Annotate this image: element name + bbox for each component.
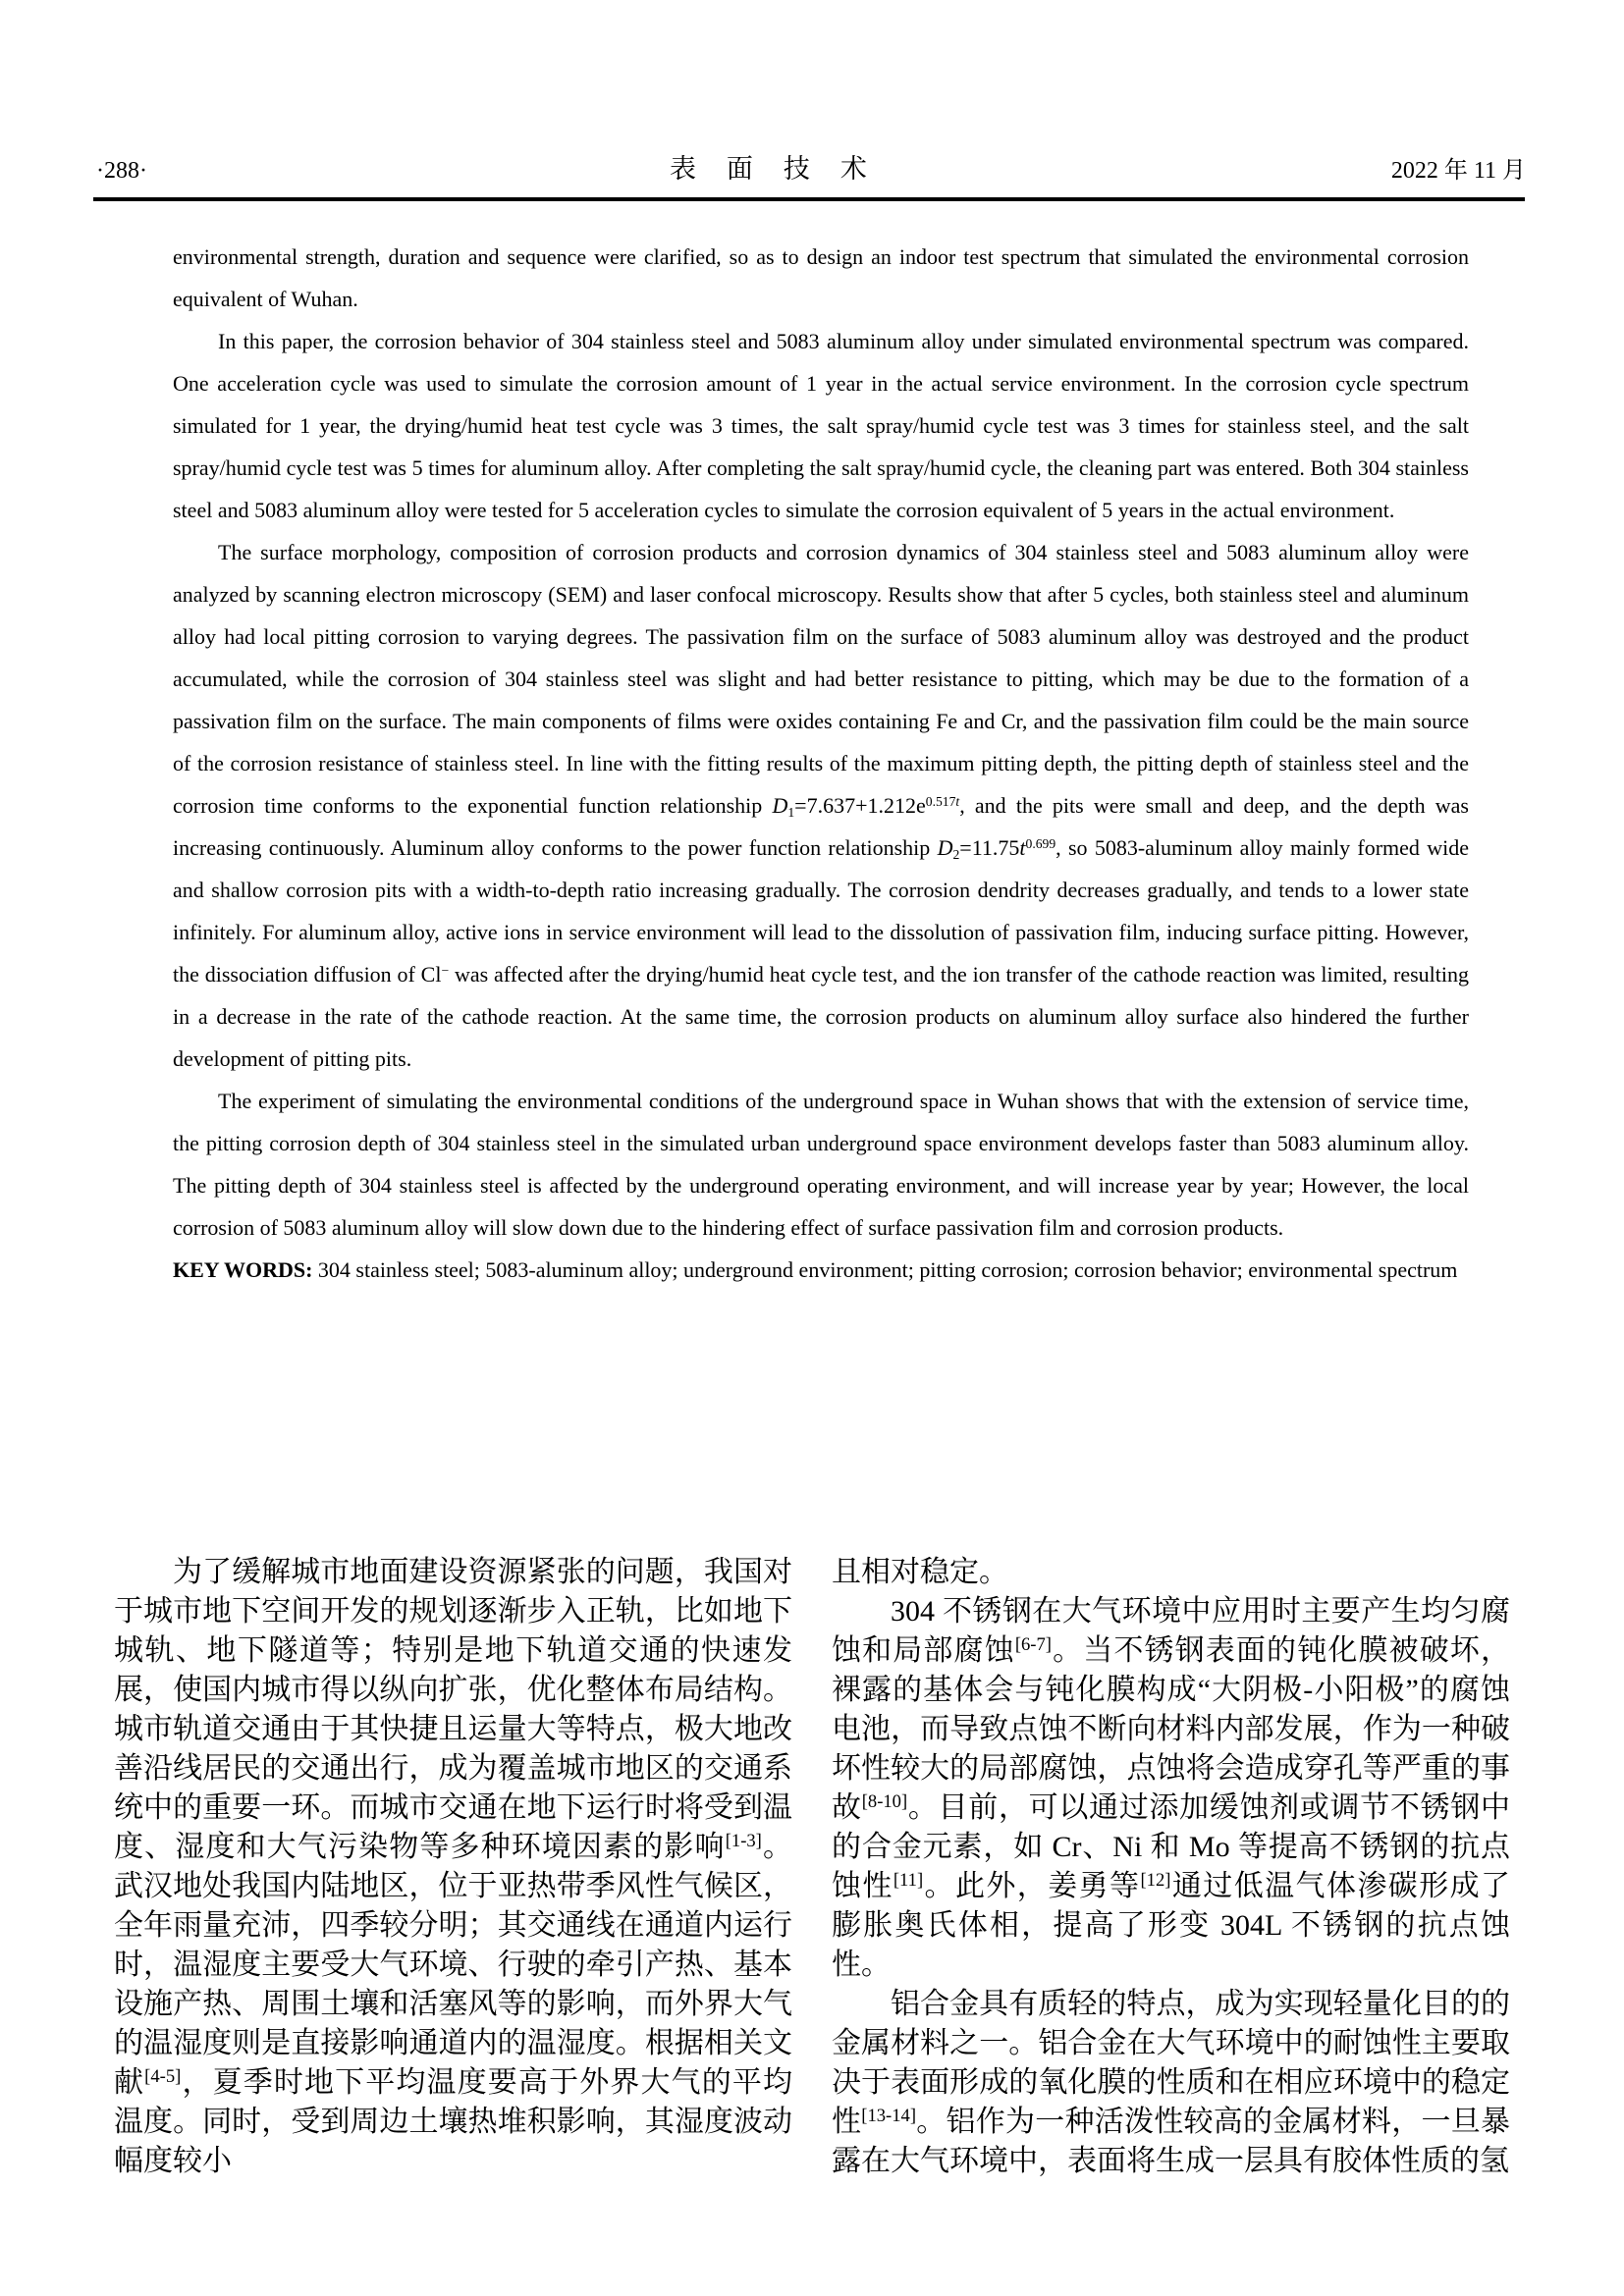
abstract-paragraph-conclusion <box>173 1080 1469 1249</box>
text-segment: ，夏季时地下平均温度要高于外界大气的平均温度。同时，受到周边土壤热堆积影响，其湿度波动幅度较小 <box>114 2066 793 2177</box>
abstract-paragraph-results <box>173 531 1469 1080</box>
text-segment: [1-3] <box>725 1830 762 1851</box>
intro-paragraph-2 <box>832 1592 1510 1985</box>
text-segment: D <box>772 793 788 818</box>
text-segment: 通过低温气体渗碳形成了膨胀奥氏体相，提高了形变 304L 不锈钢的抗点蚀性。 <box>832 1870 1511 1981</box>
text-segment: [11] <box>893 1869 924 1891</box>
keywords-paragraph <box>173 1249 1469 1291</box>
header-rule <box>93 197 1525 201</box>
text-segment: The experiment of simulating the environmental conditions of the underground space in Wuhan shows that with the extension of service time, the pitting corrosion depth of 304 stainless steel in the simulated urban underground space environment develops faster than 5083 aluminum alloy. The pitting depth of 304 stainless steel is affected by the underground operating environment, and will increase year by year; However, the local corrosion of 5083 aluminum alloy will slow down due to the hindering effect of surface passivation film and corrosion products. <box>173 1089 1469 1240</box>
text-segment: environmental strength, duration and sequence were clarified, so as to design an indoor test spectrum that simulated the environmental corrosion equivalent of Wuhan. <box>173 244 1469 311</box>
text-segment: [4-5] <box>144 2065 182 2087</box>
text-segment: 0.517 <box>925 793 956 809</box>
text-segment: =7.637+1.212e <box>794 793 926 818</box>
text-segment: The surface morphology, composition of corrosion products and corrosion dynamics of 304 stainless steel and 5083 aluminum alloy were analyzed by scanning electron microscopy (SEM) and laser confocal microscopy. Results show that after 5 cycles, both stainless steel and aluminum alloy had local pitting corrosion to varying degrees. The passivation film on the surface of 5083 aluminum alloy was destroyed and the product accumulated, while the corrosion of 304 stainless steel was slight and had better resistance to pitting, which may be due to the formation of a passivation film on the surface. The main components of films were oxides containing Fe and Cr, and the passivation film could be the main source of the corrosion resistance of stainless steel. In line with the fitting results of the maximum pitting depth, the pitting depth of stainless steel and the corrosion time conforms to the exponential function relationship <box>173 540 1469 818</box>
page-header <box>96 153 1526 187</box>
text-segment: , and the pits were small and deep, and the depth was increasing continuously. Aluminum alloy conforms to the power function relationship <box>173 793 1469 860</box>
journal-title: 表 面 技 术 <box>669 154 869 184</box>
text-segment: 。当不锈钢表面的钝化膜被破坏，裸露的基体会与钝化膜构成“大阴极-小阳极”的腐蚀电池，而导致点蚀不断向材料内部发展，作为一种破坏性较大的局部腐蚀，点蚀将会造成穿孔等严重的事故 <box>832 1634 1511 1824</box>
text-segment: 为了缓解城市地面建设资源紧张的问题，我国对于城市地下空间开发的规划逐渐步入正轨，比如地下城轨、地下隧道等；特别是地下轨道交通的快速发展，使国内城市得以纵向扩张，优化整体布局结构。城市轨道交通由于其快捷且运量大等特点，极大地改善沿线居民的交通出行，成为覆盖城市地区的交通系统中的重要一环。而城市交通在地下运行时将受到温度、湿度和大气污染物等多种环境因素的影响 <box>114 1556 792 1863</box>
text-segment: In this paper, the corrosion behavior of 304 stainless steel and 5083 aluminum alloy under simulated environmental spectrum was compared. One acceleration cycle was used to simulate the corrosion amount of 1 year in the actual service environment. In the corrosion cycle spectrum simulated for 1 year, the drying/humid heat test cycle was 3 times, the salt spray/humid cycle test was 3 times for stainless steel, and the salt spray/humid cycle test was 5 times for aluminum alloy. After completing the salt spray/humid cycle, the cleaning part was entered. Both 304 stainless steel and 5083 aluminum alloy were tested for 5 acceleration cycles to simulate the corrosion equivalent of 5 years in the actual environment. <box>173 329 1469 522</box>
right-column <box>832 1553 1510 2181</box>
text-segment: − <box>441 962 450 978</box>
text-segment: 。此外，姜勇等 <box>923 1870 1141 1902</box>
issue-date: 2022 年 11 月 <box>1390 158 1526 184</box>
abstract-paragraph-methods <box>173 320 1469 531</box>
text-segment: 。目前，可以通过添加缓蚀剂或调节不锈钢中的合金元素，如 Cr、Ni 和 Mo 等提高不锈钢的抗点蚀性 <box>832 1791 1511 1902</box>
text-segment: 且相对稳定。 <box>832 1556 1008 1588</box>
abstract-section <box>173 236 1469 1291</box>
text-segment: [6-7] <box>1014 1633 1052 1655</box>
left-column <box>114 1553 792 2181</box>
abstract-paragraph-continuation <box>173 236 1469 320</box>
text-segment: 0.699 <box>1025 835 1056 851</box>
text-segment: 铝合金具有质轻的特点，成为实现轻量化目的的金属材料之一。铝合金在大气环境中的耐蚀性主要取决于表面形成的氧化膜的性质和在相应环境中的稳定性 <box>832 1988 1510 2138</box>
text-segment: , so 5083-aluminum alloy mainly formed wide and shallow corrosion pits with a width-to-depth ratio increasing gradually. The corrosion dendrity decreases gradually, and tends to a lower state infinitely. For aluminum alloy, active ions in service environment will lead to the dissolution of passivation film, inducing surface pitting. However, the dissociation diffusion of Cl <box>173 835 1469 987</box>
text-segment: 2 <box>952 846 960 862</box>
intro-paragraph-3 <box>832 1985 1510 2181</box>
text-segment: 304 不锈钢在大气环境中应用时主要产生均匀腐蚀和局部腐蚀 <box>832 1595 1510 1667</box>
text-segment: t <box>955 793 960 809</box>
text-segment: t <box>1019 835 1026 860</box>
page-number: ·288· <box>96 158 147 184</box>
intro-paragraph-1 <box>114 1553 792 2181</box>
text-segment: KEY WORDS: <box>173 1257 318 1282</box>
intro-paragraph-1-continued <box>832 1553 1510 1592</box>
text-segment: was affected after the drying/humid heat cycle test, and the ion transfer of the cathode reaction was limited, resulting in a decrease in the rate of the cathode reaction. At the same time, the corrosion products on aluminum alloy surface also hindered the further development of pitting pits. <box>173 962 1469 1071</box>
text-segment: D <box>937 835 953 860</box>
text-segment: 1 <box>787 804 795 820</box>
text-segment: [8-10] <box>861 1790 908 1812</box>
text-segment: [13-14] <box>861 2105 917 2126</box>
text-segment: 。铝作为一种活泼性较高的金属材料，一旦暴露在大气环境中，表面将生成一层具有胶体性质的氢 <box>832 2106 1511 2177</box>
text-segment: [12] <box>1140 1869 1171 1891</box>
text-segment: =11.75 <box>959 835 1020 860</box>
body-columns <box>114 1553 1510 2181</box>
text-segment: 304 stainless steel; 5083-aluminum alloy; underground environment; pitting corrosion; corrosion behavior; environmental spectrum <box>317 1257 1458 1282</box>
text-segment: 。武汉地处我国内陆地区，位于亚热带季风性气候区，全年雨量充沛，四季较分明；其交通线在通道内运行时，温湿度主要受大气环境、行驶的牵引产热、基本设施产热、周围土壤和活塞风等的影响，而外界大气的温湿度则是直接影响通道内的温湿度。根据相关文献 <box>114 1831 793 2099</box>
